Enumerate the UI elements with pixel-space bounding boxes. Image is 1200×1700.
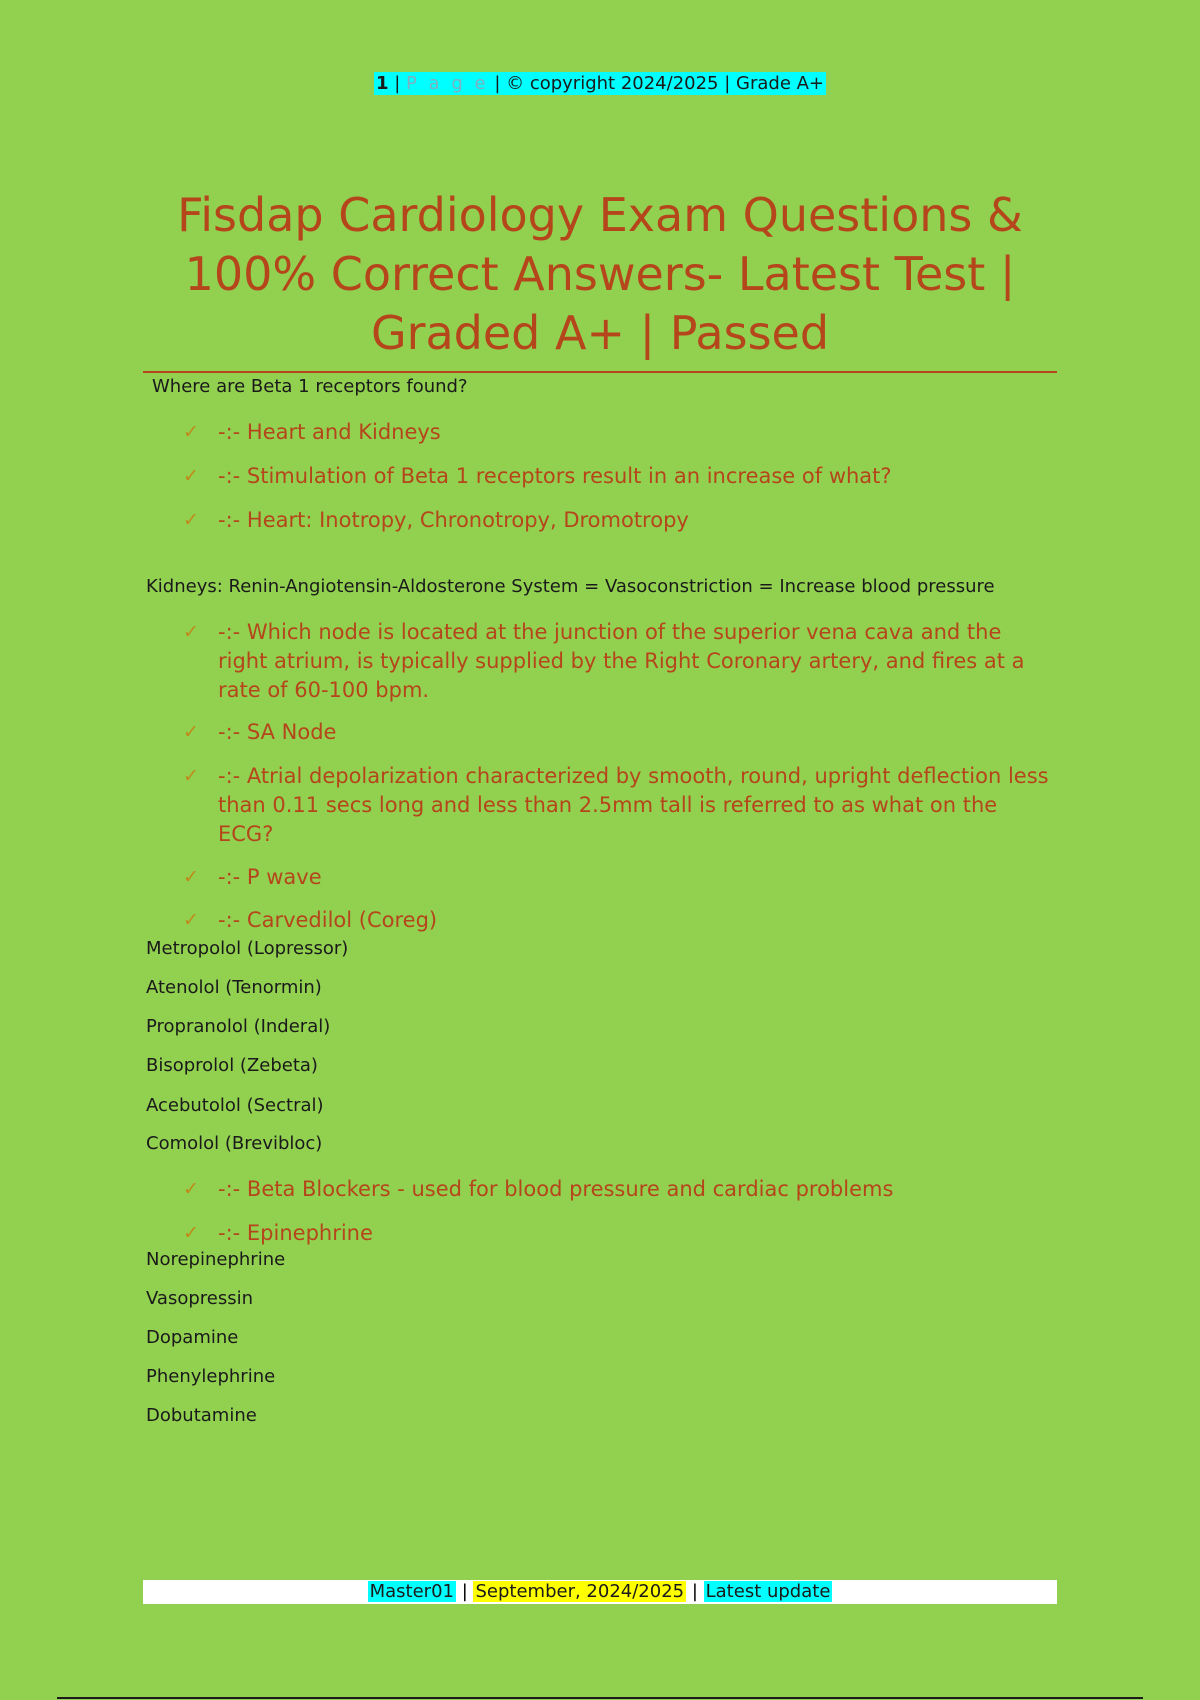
- list-item-text: -:- Atrial depolarization characterized by smooth, round, upright deflection less than 0.11 secs long and less than 2.5mm tall is referred to as what on the ECG?: [218, 764, 1049, 846]
- footer-separator: |: [686, 1581, 704, 1602]
- drug-name: Comolol (Brevibloc): [146, 1133, 323, 1154]
- header-copyright: | © copyright 2024/2025 | Grade A+: [488, 73, 825, 94]
- title-underline: [143, 371, 1057, 373]
- check-mark-icon: ✓: [183, 765, 199, 787]
- header-separator: |: [388, 73, 407, 94]
- check-mark-icon: ✓: [183, 621, 199, 643]
- drug-name: Phenylephrine: [146, 1366, 276, 1387]
- list-item-text: -:- Stimulation of Beta 1 receptors result in an increase of what?: [218, 464, 892, 488]
- header-highlight: [374, 72, 826, 95]
- footer-update: Latest update: [705, 1581, 831, 1602]
- drug-name: Acebutolol (Sectral): [146, 1095, 324, 1116]
- list-item: [183, 618, 1053, 705]
- list-item-text: -:- Epinephrine: [218, 1221, 373, 1245]
- check-mark-icon: ✓: [183, 465, 199, 487]
- footer-author: Master01: [369, 1581, 454, 1602]
- drug-name: Dobutamine: [146, 1405, 257, 1426]
- check-mark-icon: ✓: [183, 1222, 199, 1244]
- list-item-text: -:- Which node is located at the junction of the superior vena cava and the right atrium, is typically supplied by the Right Coronary artery, and fires at a rate of 60-100 bpm.: [218, 620, 1025, 702]
- document-title: Fisdap Cardiology Exam Questions & 100% Correct Answers- Latest Test | Graded A+ | Passed: [177, 188, 1023, 360]
- drug-name: Vasopressin: [146, 1288, 254, 1309]
- list-item: [183, 1219, 1053, 1248]
- drug-name: Norepinephrine: [146, 1249, 286, 1270]
- page-word: P a g e: [406, 73, 489, 94]
- check-mark-icon: ✓: [183, 1178, 199, 1200]
- list-item-text: -:- Heart: Inotropy, Chronotropy, Dromotropy: [218, 508, 689, 532]
- page-footer: [143, 1580, 1057, 1604]
- drug-name: Propranolol (Inderal): [146, 1016, 331, 1037]
- bottom-divider: [57, 1697, 1143, 1699]
- footer-date: September, 2024/2025: [475, 1581, 685, 1602]
- question-text: Where are Beta 1 receptors found?: [152, 376, 468, 397]
- list-item-text: -:- P wave: [218, 865, 322, 889]
- check-mark-icon: ✓: [183, 721, 199, 743]
- list-item-text: -:- Beta Blockers - used for blood pressure and cardiac problems: [218, 1177, 894, 1201]
- list-item-text: -:- SA Node: [218, 720, 337, 744]
- list-item: [183, 418, 1053, 447]
- drug-name: Atenolol (Tenormin): [146, 977, 322, 998]
- list-item: [183, 906, 1053, 935]
- drug-name: Bisoprolol (Zebeta): [146, 1055, 318, 1076]
- list-item: [183, 506, 1053, 535]
- check-mark-icon: ✓: [183, 509, 199, 531]
- check-mark-icon: ✓: [183, 909, 199, 931]
- list-item-text: -:- Heart and Kidneys: [218, 420, 441, 444]
- check-mark-icon: ✓: [183, 421, 199, 443]
- list-item: [183, 718, 1053, 747]
- page-header: [0, 72, 1200, 96]
- list-item: [183, 762, 1053, 849]
- kidneys-line: Kidneys: Renin-Angiotensin-Aldosterone System = Vasoconstriction = Increase blood pressure: [146, 576, 995, 597]
- footer-separator: |: [455, 1581, 474, 1602]
- list-item: [183, 1175, 1053, 1204]
- check-mark-icon: ✓: [183, 866, 199, 888]
- list-item: [183, 462, 1053, 491]
- list-item: [183, 863, 1053, 892]
- list-item-text: -:- Carvedilol (Coreg): [218, 908, 438, 932]
- drug-name: Metropolol (Lopressor): [146, 938, 349, 959]
- page-number: 1: [375, 73, 389, 94]
- drug-name: Dopamine: [146, 1327, 239, 1348]
